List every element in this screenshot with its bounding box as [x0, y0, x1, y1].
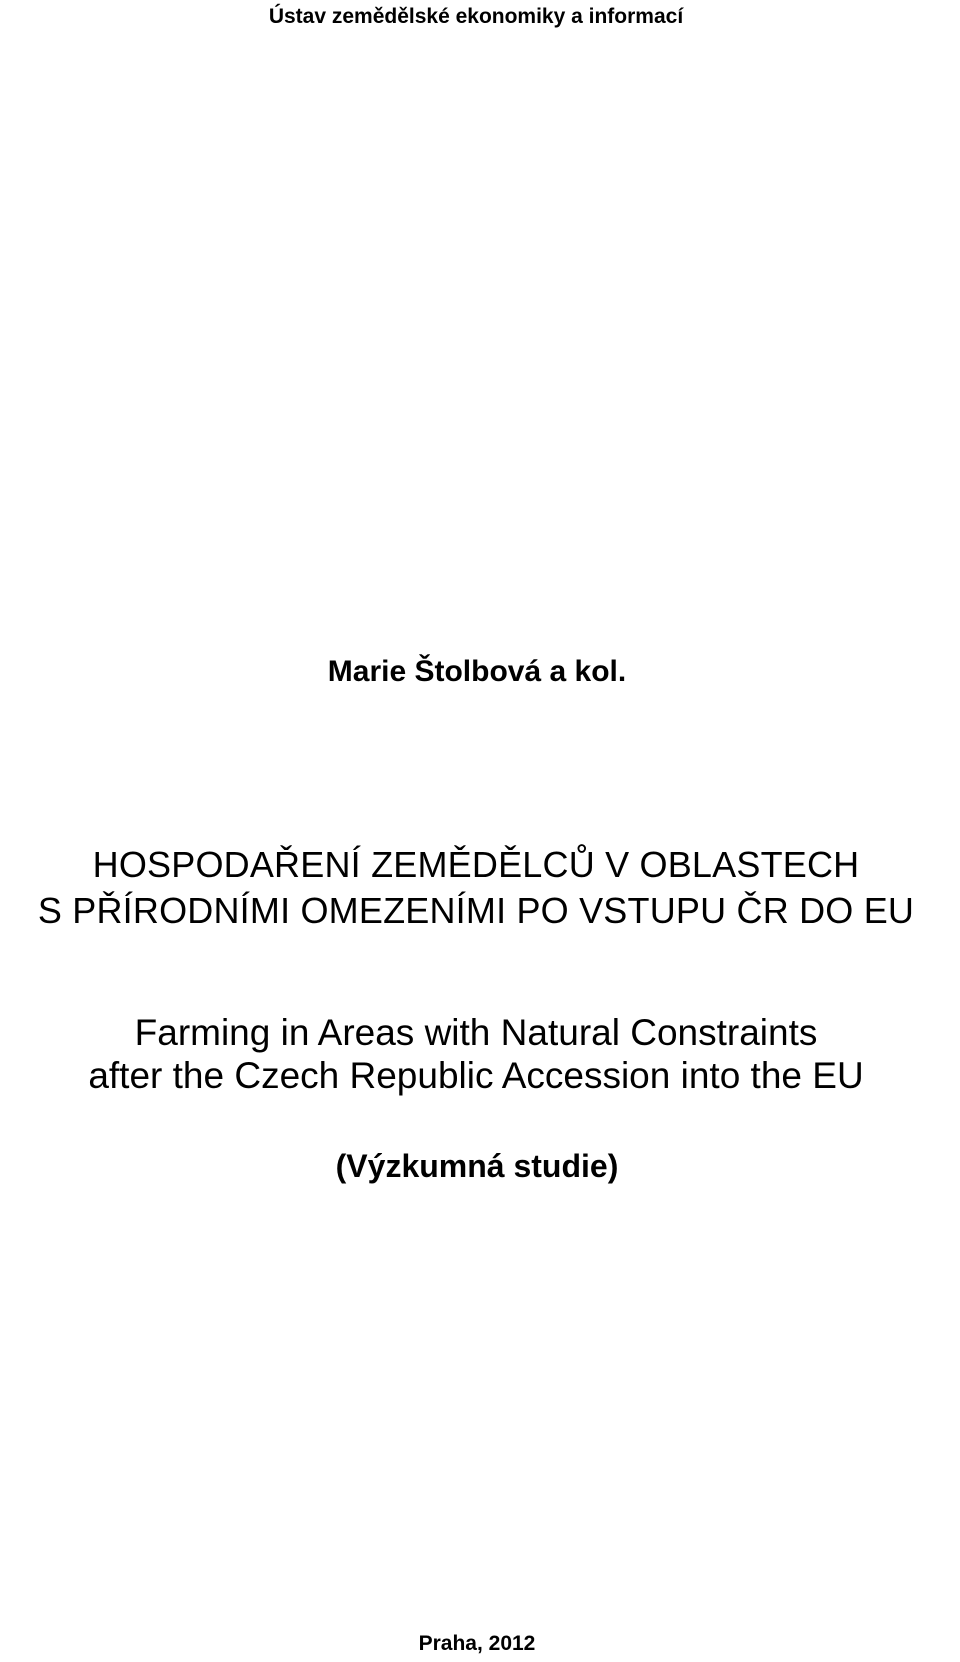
english-title-line-1: Farming in Areas with Natural Constraints [134, 1012, 818, 1053]
author-line: Marie Štolbová a kol. [327, 655, 627, 688]
czech-title-line-2: S PŘÍRODNÍMI OMEZENÍMI PO VSTUPU ČR DO EU [37, 890, 915, 931]
place-and-year: Praha, 2012 [418, 1632, 536, 1655]
czech-title-line-1: HOSPODAŘENÍ ZEMĚDĚLCŮ V OBLASTECH [92, 844, 860, 885]
institute-name: Ústav zemědělské ekonomiky a informací [268, 5, 684, 28]
document-type-subtitle: (Výzkumná studie) [335, 1148, 619, 1184]
english-title-line-2: after the Czech Republic Accession into the EU [88, 1055, 864, 1096]
